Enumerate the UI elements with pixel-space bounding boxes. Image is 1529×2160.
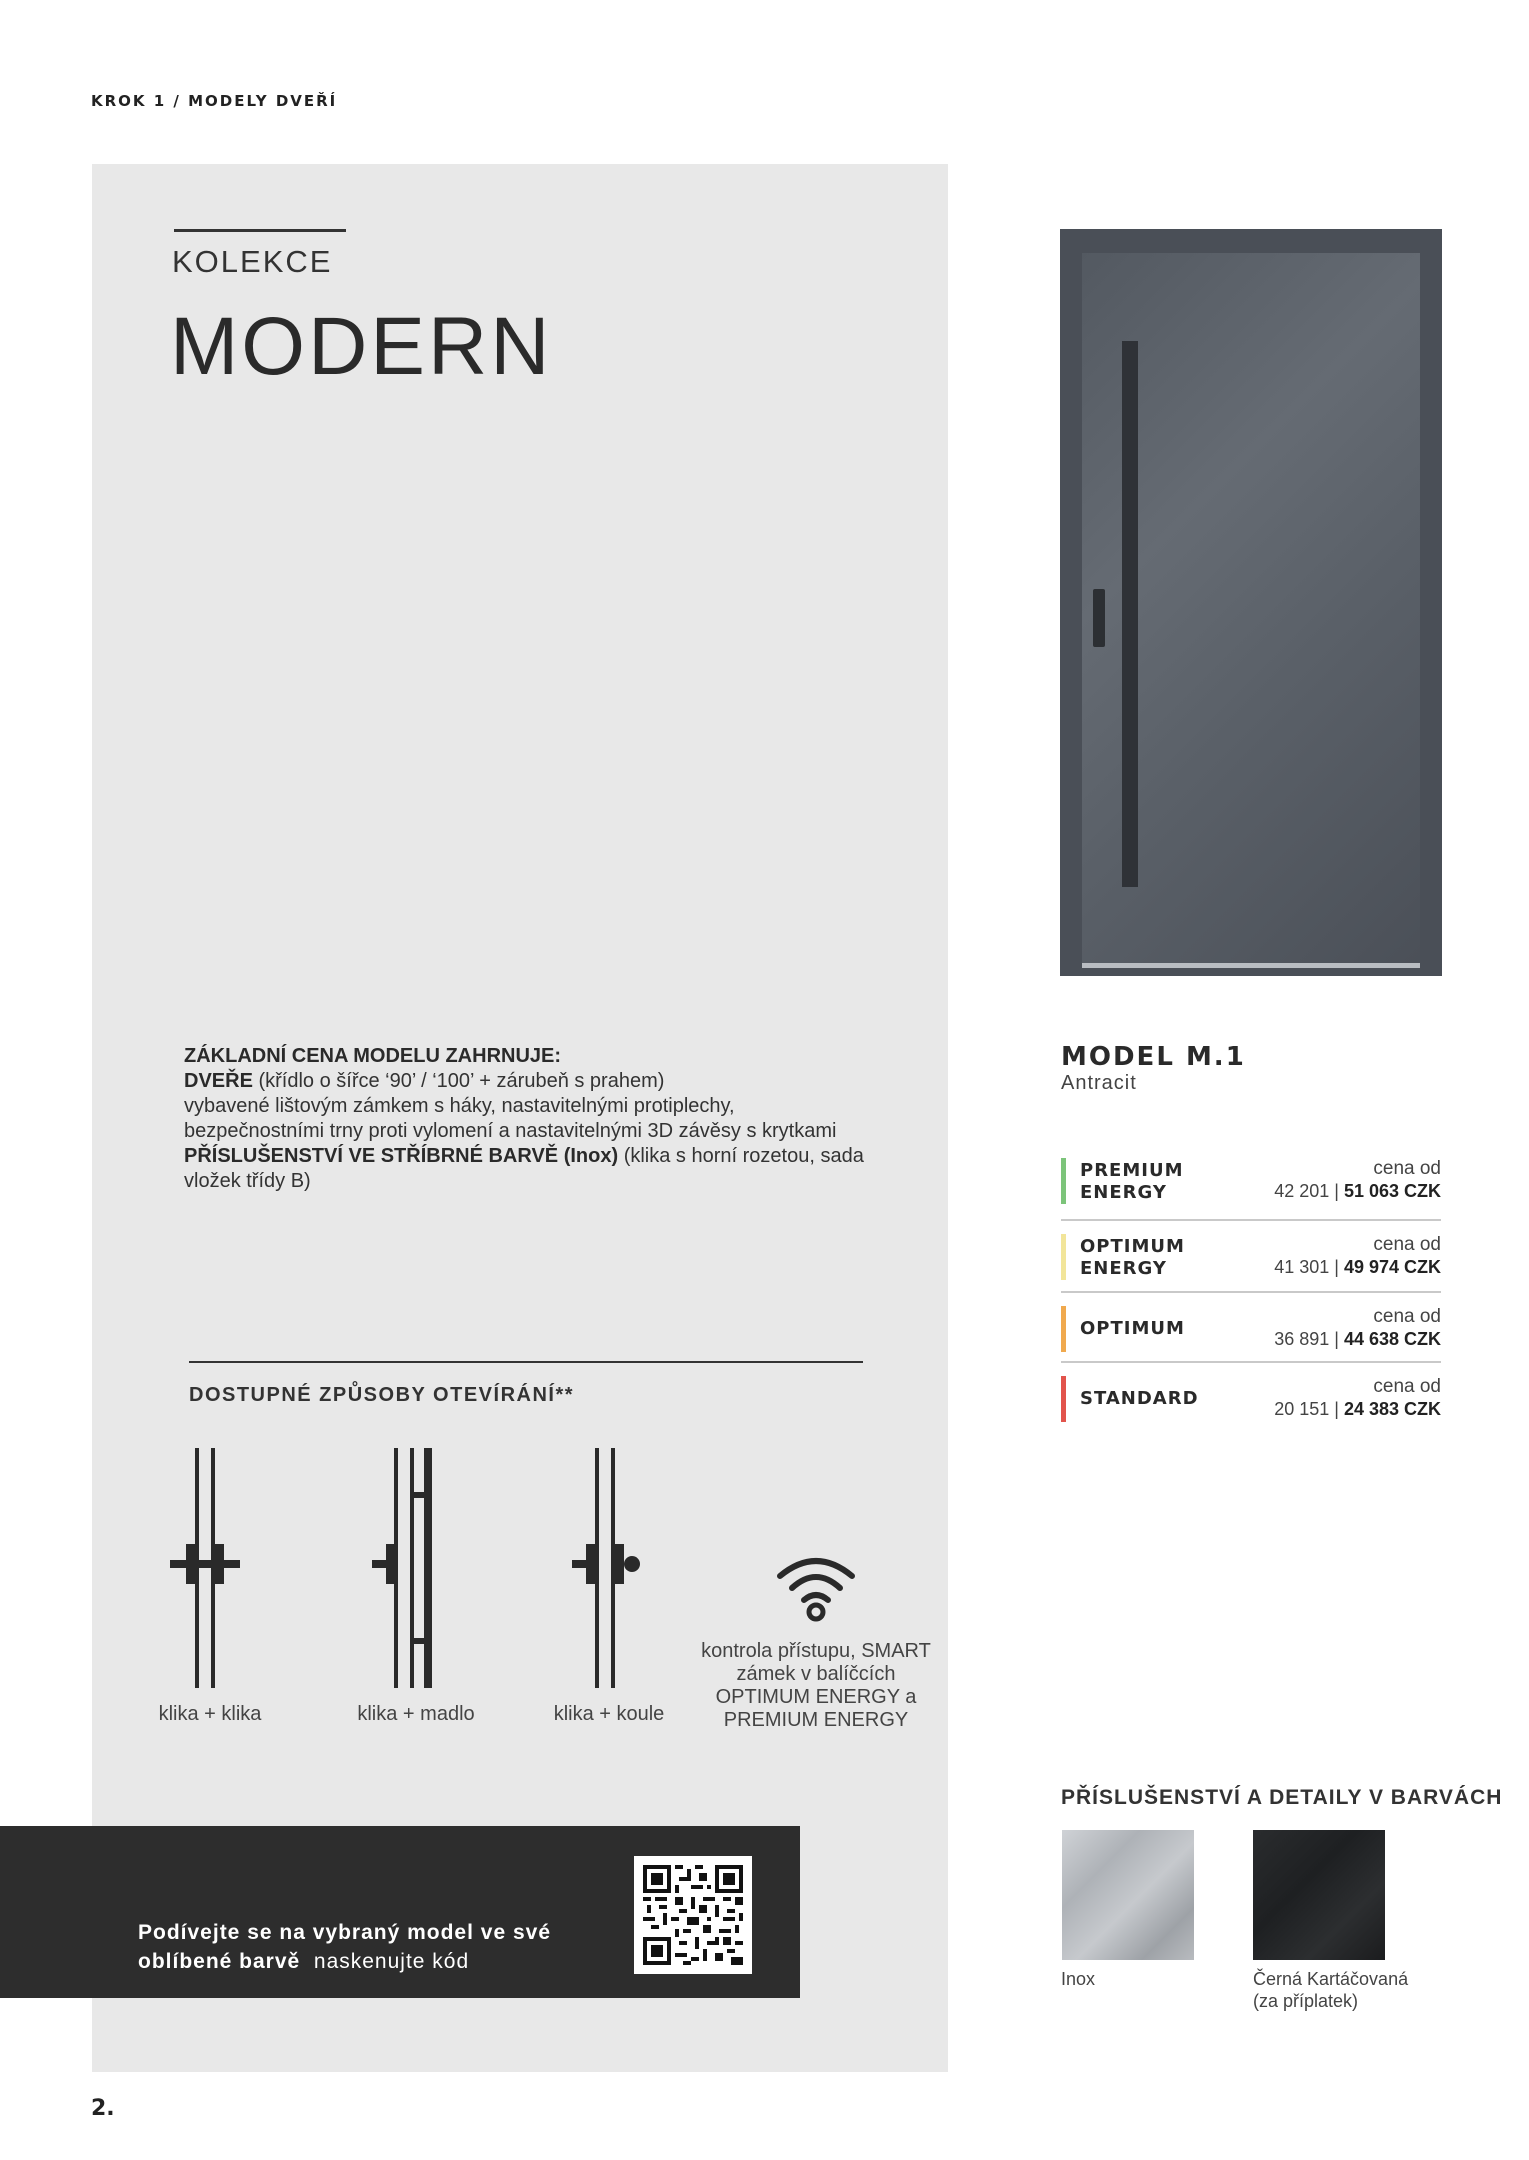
price-separator [1061,1291,1441,1293]
price-total: 44 638 CZK [1343,1329,1441,1349]
price-color-bar [1061,1376,1066,1422]
price-from-label: cena od [1373,1158,1441,1179]
door-smart-lock [1093,589,1105,647]
price-row-optimum-energy [1061,1234,1441,1282]
price-total: 24 383 CZK [1343,1399,1441,1419]
handle-pull-bar-icon [364,1448,446,1688]
price-from-label: cena od [1373,1234,1441,1255]
qr-code-icon [643,1865,743,1965]
price-row-optimum [1061,1306,1441,1354]
opening-title: DOSTUPNÉ ZPŮSOBY OTEVÍRÁNÍ** [189,1384,575,1406]
qr-normal-text: naskenujte kód [313,1950,470,1973]
swatch-inox [1062,1830,1194,1960]
opening-label-3: klika + koule [553,1703,665,1725]
price-from-label: cena od [1373,1376,1441,1397]
model-color: Antracit [1061,1072,1137,1094]
qr-code[interactable] [634,1856,752,1974]
page-number: 2. [91,2096,115,2121]
price-row-standard [1061,1376,1441,1424]
title-rule [174,229,346,232]
handle-knob-icon [566,1448,644,1688]
base-price-description [184,1044,944,1194]
price-color-bar [1061,1158,1066,1204]
accessories-line2: vložek třídy B) [184,1170,311,1192]
model-title: MODEL M.1 [1061,1042,1246,1072]
package-name-line2: ENERGY [1080,1258,1167,1279]
wifi-icon [774,1550,858,1622]
handle-handle-icon [166,1448,244,1688]
price-base: 42 201 [1274,1181,1330,1201]
door-label: DVEŘE [184,1070,253,1092]
qr-bold-line1: Podívejte se na vybraný model ve své [138,1921,552,1944]
door-line3: bezpečnostními trny proti vylomení a nastavitelnými 3D závěsy s krytkami [184,1120,837,1142]
package-name-line2: ENERGY [1080,1182,1167,1203]
accessories-label: PŘÍSLUŠENSTVÍ VE STŘÍBRNÉ BARVĚ (Inox) [184,1145,619,1167]
door-pull-bar [1122,341,1138,887]
smart-lock-label: kontrola přístupu, SMART zámek v balíčcích OPTIMUM ENERGY a PREMIUM ENERGY [701,1640,931,1731]
swatch-black-label: Černá Kartáčovaná (za příplatek) [1253,1969,1409,2011]
price-total: 51 063 CZK [1343,1181,1441,1201]
package-name-line1: STANDARD [1080,1388,1199,1409]
accessories-title: PŘÍSLUŠENSTVÍ A DETAILY V BARVÁCH [1061,1786,1503,1809]
package-name-line1: PREMIUM [1080,1160,1184,1181]
price-value: 20 151 | 24 383 CZK [1274,1399,1441,1419]
qr-banner-text [138,1918,551,1976]
package-name-line1: OPTIMUM [1080,1236,1185,1257]
price-color-bar [1061,1234,1066,1280]
price-from-label: cena od [1373,1306,1441,1327]
door-sill [1082,963,1420,968]
door-text: (křídlo o šířce ‘90’ / ‘100’ + zárubeň s prahem) [258,1070,665,1092]
price-value: 42 201 | 51 063 CZK [1274,1181,1441,1201]
package-name-line1: OPTIMUM [1080,1318,1185,1339]
price-color-bar [1061,1306,1066,1352]
price-separator [1061,1219,1441,1221]
price-separator [1061,1361,1441,1363]
price-base: 20 151 [1274,1399,1330,1419]
price-base: 41 301 [1274,1257,1330,1277]
breadcrumb: KROK 1 / MODELY DVEŘÍ [91,92,338,110]
collection-kicker: KOLEKCE [172,244,333,279]
swatch-black-brushed [1253,1830,1385,1960]
price-value: 36 891 | 44 638 CZK [1274,1329,1441,1349]
price-base: 36 891 [1274,1329,1330,1349]
opening-label-2: klika + madlo [357,1703,475,1725]
swatch-inox-label: Inox [1061,1969,1096,1989]
price-value: 41 301 | 49 974 CZK [1274,1257,1441,1277]
opening-label-1: klika + klika [158,1703,262,1725]
accessories-text: (klika s horní rozetou, sada [623,1145,864,1167]
qr-bold-line2: oblíbené barvě [138,1950,301,1973]
base-price-heading: ZÁKLADNÍ CENA MODELU ZAHRNUJE: [184,1045,562,1067]
opening-rule [189,1361,863,1363]
price-row-premium-energy [1061,1158,1441,1206]
collection-name: MODERN [170,301,553,392]
door-line2: vybavené lištovým zámkem s háky, nastavitelnými protiplechy, [184,1095,735,1117]
price-total: 49 974 CZK [1343,1257,1441,1277]
